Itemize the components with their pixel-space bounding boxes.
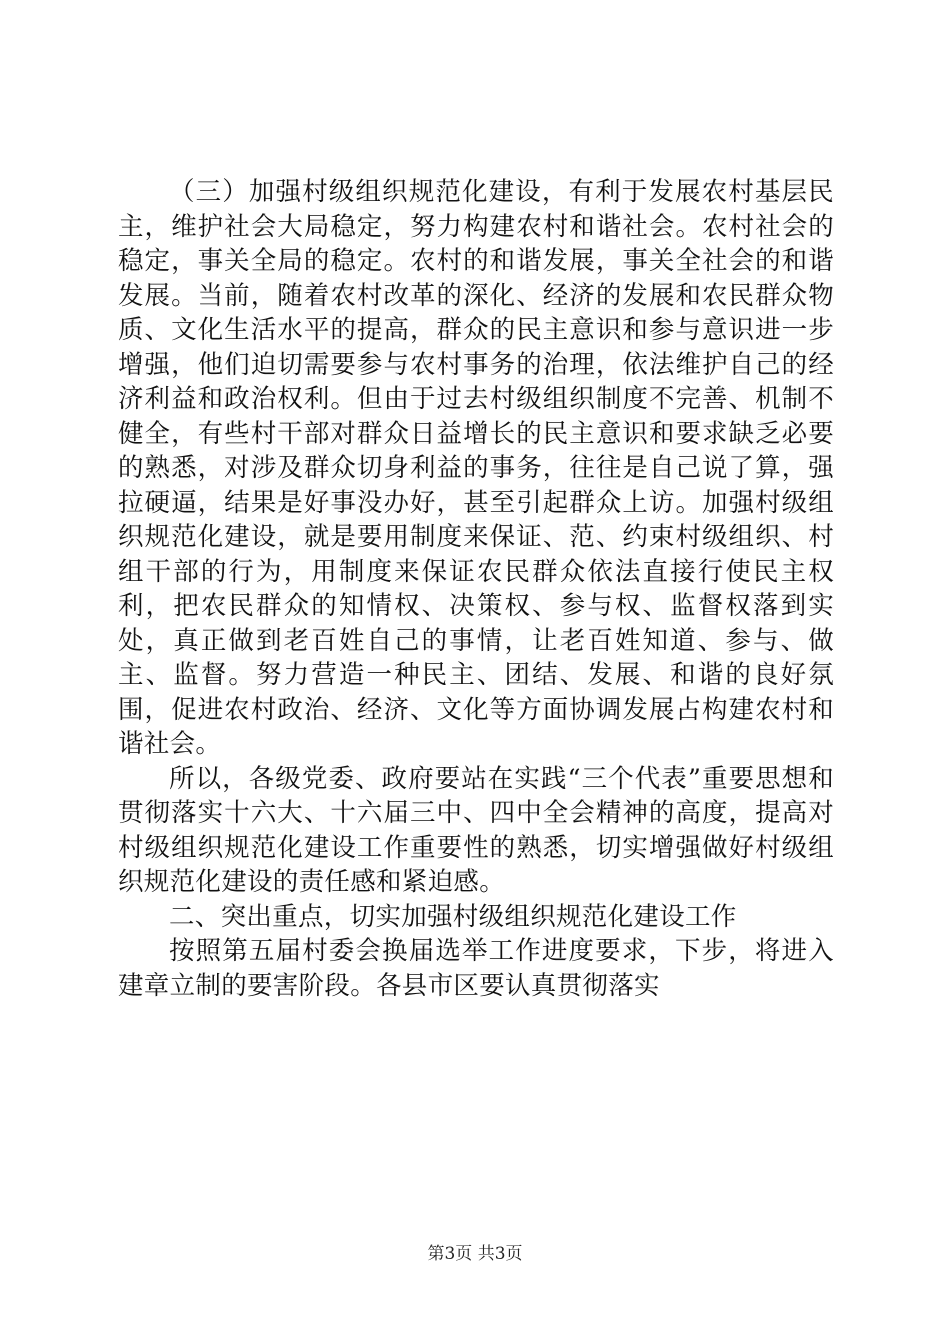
page-number-footer: 第3页 共3页	[427, 1244, 523, 1264]
section-heading: 二、突出重点，切实加强村级组织规范化建设工作	[169, 901, 737, 932]
document-body	[118, 175, 834, 1003]
paragraph-responsibility: 所以，各级党委、政府要站在实践“三个代表”重要思想和贯彻落实十六大、十六届三中、四中全会精神的高度，提高对村级组织规范化建设工作重要性的熟悉，切实增强做好村级组织规范化建设的责任感和紧迫感。	[118, 763, 834, 897]
paragraph-rural-harmony: （三）加强村级组织规范化建设，有利于发展农村基层民主，维护社会大局稳定，努力构建农村和谐社会。农村社会的稳定，事关全局的稳定。农村的和谐发展，事关全社会的和谐发展。当前，随着农村改革的深化、经济的发展和农民群众物质、文化生活水平的提高，群众的民主意识和参与意识进一步增强，他们迫切需要参与农村事务的治理，依法维护自己的经济利益和政治权利。但由于过去村级组织制度不完善、机制不健全，有些村干部对群众日益增长的民主意识和要求缺乏必要的熟悉，对涉及群众切身利益的事务，往往是自己说了算，强拉硬逼，结果是好事没办好，甚至引起群众上访。加强村级组织规范化建设，就是要用制度来保证、范、约束村级组织、村组干部的行为，用制度来保证农民群众依法直接行使民主权利，把农民群众的知情权、决策权、参与权、监督权落到实处，真正做到老百姓自己的事情，让老百姓知道、参与、做主、监督。努力营造一种民主、团结、发展、和谐的良好氛围，促进农村政治、经济、文化等方面协调发展占构建农村和谐社会。	[118, 177, 834, 759]
paragraph-closing: 按照第五届村委会换届选举工作进度要求，下步，将进入建章立制的要害阶段。各县市区要认真贯彻落实	[118, 936, 834, 1001]
